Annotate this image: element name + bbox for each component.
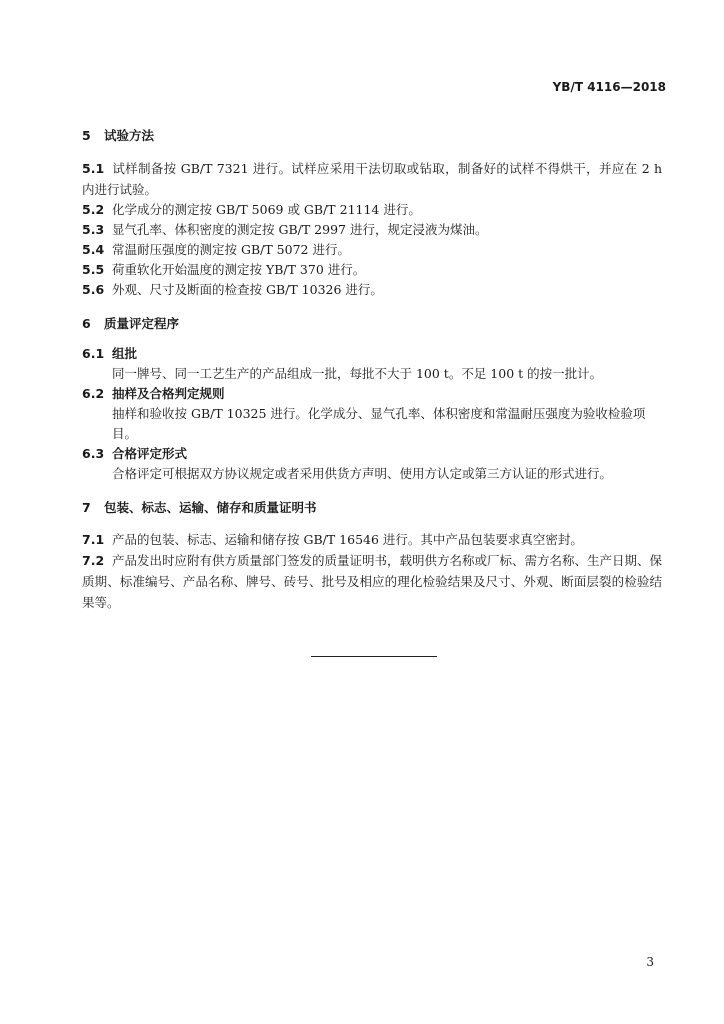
section-title: 质量评定程序 — [104, 316, 180, 331]
clause-6-1-heading — [82, 344, 662, 364]
section-number: 7 — [82, 500, 91, 515]
section-title: 试验方法 — [104, 128, 155, 143]
clause-text: 产品发出时应附有供方质量部门签发的质量证明书，载明供方名称或厂标、需方名称、生产日期、保质期、标准编号、产品名称、牌号、砖号、批号及相应的理化检验结果及尺寸、外观、断面层裂的检验结果等。 — [82, 553, 663, 610]
clause-5-6 — [82, 280, 662, 300]
clause-number: 7.2 — [82, 553, 105, 568]
clause-text: 荷重软化开始温度的测定按 YB/T 370 进行。 — [112, 262, 366, 277]
clause-5-3 — [82, 220, 662, 240]
end-of-document-rule — [311, 656, 437, 657]
clause-6-2-heading — [82, 384, 662, 404]
section-number: 5 — [82, 128, 91, 143]
clause-5-2 — [82, 200, 662, 220]
clause-6-3-text: 合格评定可根据双方协议规定或者采用供货方声明、使用方认定或第三方认证的形式进行。 — [112, 466, 613, 481]
clause-text: 化学成分的测定按 GB/T 5069 或 GB/T 21114 进行。 — [112, 202, 421, 217]
clause-7-1 — [82, 530, 662, 550]
section-6-heading — [82, 315, 662, 333]
clause-title: 组批 — [112, 346, 138, 361]
section-number: 6 — [82, 316, 91, 331]
clause-5-4 — [82, 240, 662, 260]
clause-7-2 — [82, 550, 662, 613]
clause-number: 5.2 — [82, 202, 105, 217]
clause-text: 常温耐压强度的测定按 GB/T 5072 进行。 — [112, 242, 350, 257]
clause-title: 合格评定形式 — [112, 446, 188, 461]
clause-number: 5.1 — [82, 161, 105, 176]
clause-6-1-text: 同一牌号、同一工艺生产的产品组成一批，每批不大于 100 t。不足 100 t 的按一批计。 — [112, 366, 603, 381]
clause-title: 抽样及合格判定规则 — [112, 386, 225, 401]
clause-number: 7.1 — [82, 532, 105, 547]
clause-text: 外观、尺寸及断面的检查按 GB/T 10326 进行。 — [112, 282, 383, 297]
section-7-heading — [82, 499, 662, 517]
clause-5-1 — [82, 158, 662, 200]
clause-number: 5.6 — [82, 282, 105, 297]
document-body — [82, 127, 662, 613]
clause-text: 试样制备按 GB/T 7321 进行。试样应采用干法切取或钻取，制备好的试样不得烘干，并应在 2 h 内进行试验。 — [82, 161, 662, 197]
page-number: 3 — [646, 955, 654, 969]
clause-6-2-text: 抽样和验收按 GB/T 10325 进行。化学成分、显气孔率、体积密度和常温耐压强度为验收检验项目。 — [112, 406, 646, 441]
clause-number: 6.1 — [82, 346, 105, 361]
clause-5-5 — [82, 260, 662, 280]
standard-number: YB/T 4116—2018 — [552, 80, 666, 94]
clause-number: 6.3 — [82, 446, 105, 461]
clause-number: 5.3 — [82, 222, 105, 237]
clause-6-3-heading — [82, 444, 662, 464]
section-title: 包装、标志、运输、储存和质量证明书 — [104, 500, 317, 515]
clause-number: 6.2 — [82, 386, 105, 401]
clause-text: 产品的包装、标志、运输和储存按 GB/T 16546 进行。其中产品包装要求真空密封。 — [112, 532, 583, 547]
clause-text: 显气孔率、体积密度的测定按 GB/T 2997 进行，规定浸液为煤油。 — [112, 222, 488, 237]
clause-number: 5.5 — [82, 262, 105, 277]
section-5-heading — [82, 127, 662, 145]
clause-number: 5.4 — [82, 242, 105, 257]
